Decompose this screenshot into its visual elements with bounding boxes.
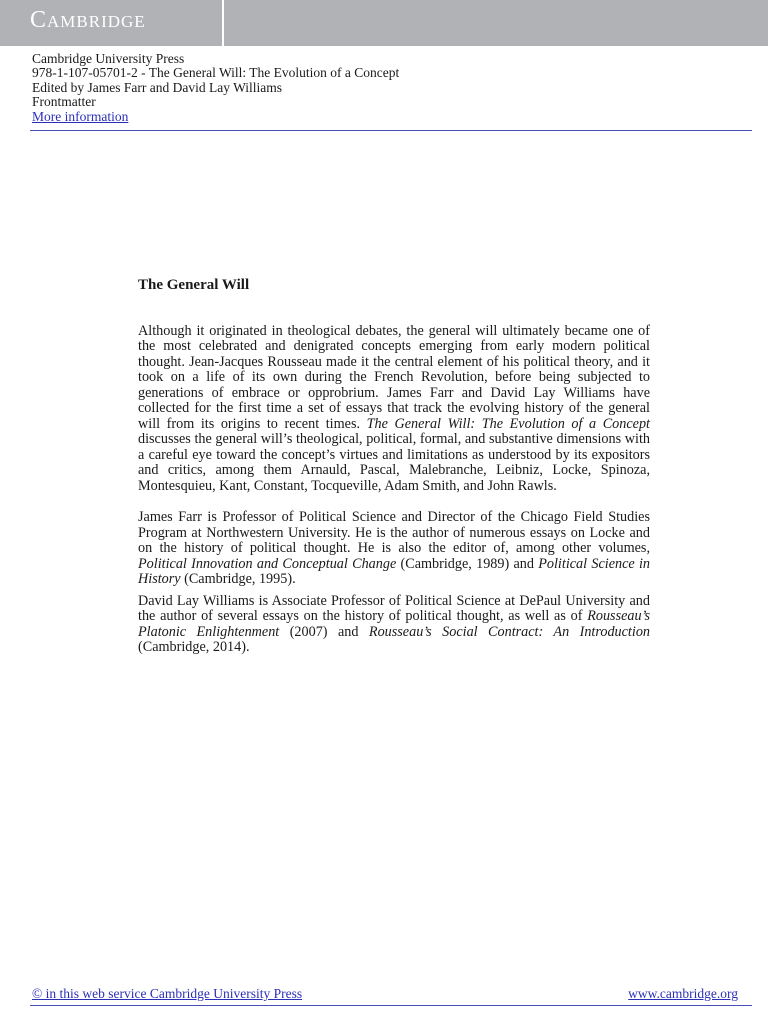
copyright-link[interactable]: © in this web service Cambridge University Press: [32, 986, 303, 1001]
publisher-line: Cambridge University Press: [32, 51, 185, 66]
editors-line: Edited by James Farr and David Lay Williams: [32, 79, 283, 95]
footer-divider: [30, 1005, 752, 1006]
website-link[interactable]: www.cambridge.org: [628, 986, 738, 1001]
description-paragraph: Although it originated in theological debates, the general will ultimately became one of the most celebrated and denigrated concepts emerging from early modern political thought. Jean-Jacques Rousseau made it the central element of his political theory, and it took on a life of its own during the French Revolution, before being subjected to generations of embrace or opprobrium. James Farr and David Lay Williams have collected for the first time a set of essays that track the evolving history of the general will from its origins to recent times. The General Will: The Evolution of a Concept discusses the general will’s theological, political, formal, and substantive dimensions with a careful eye toward the concept’s virtues and limitations as understood by its expositors and critics, among them Arnauld, Pascal, Malebranche, Leibniz, Locke, Spinoza, Montesquieu, Kant, Constant, Tocqueville, Adam Smith, and John Rawls.: [138, 322, 650, 494]
top-banner: [0, 0, 768, 46]
page-content: [138, 278, 650, 672]
banner-divider: [222, 0, 224, 46]
isbn-title-line: 978-1-107-05701-2 - The General Will: The Evolution of a Concept: [32, 65, 400, 81]
more-information-link[interactable]: More information: [32, 108, 129, 124]
williams-bio-paragraph: David Lay Williams is Associate Professor of Political Science at DePaul University and the author of several essays on the history of political thought, as well as of Rousseau’s Platonic Enlightenment (2007) and Rousseau’s Social Contract: An Introduction (Cambridge, 2014).: [138, 592, 651, 655]
header-info: [32, 52, 752, 124]
farr-bio-paragraph: James Farr is Professor of Political Science and Director of the Chicago Field Studies Program at Northwestern University. He is the author of numerous essays on Locke and on the history of political thought. He is also the editor of, among other volumes, Political Innovation and Conceptual Change (Cambridge, 1989) and Political Science in History (Cambridge, 1995).: [138, 509, 650, 587]
book-title: The General Will: [138, 277, 250, 293]
cambridge-logo: Cambridge: [30, 7, 146, 33]
header-divider: [30, 130, 752, 131]
section-line: Frontmatter: [32, 94, 96, 110]
